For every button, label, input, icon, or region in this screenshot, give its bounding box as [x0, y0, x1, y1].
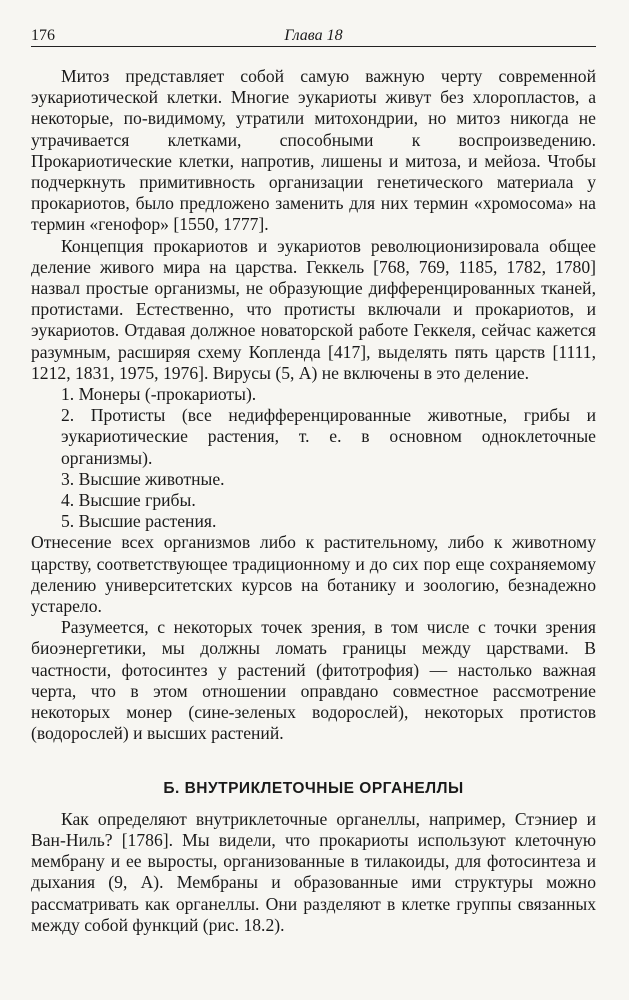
paragraph-organelles: Как определяют внутриклеточные органеллы, например, Стэниер и Ван-Ниль? [1786]. Мы видели, что прокариоты используют клеточную мембрану и ее выросты, организованные в тилакоиды, для фотосинтеза и дыхания (9, A). Мембраны и образованные ими структуры можно рассматривать как органеллы. Они разделяют в клетке группы связанных между собой функций (рис. 18.2). — [31, 808, 596, 935]
paragraph-mitosis: Митоз представляет собой самую важную черту современной эукариотической клетки. Многие эукариоты живут без хлоропластов, а некоторые, по-видимому, утратили митохондрии, но митоз никогда не утрачивается клетками, способными к воспроизведению. Прокариотические клетки, напротив, лишены и митоза, и мейоза. Чтобы подчеркнуть примитивность организации генетического материала у прокариотов, было предложено заменить для них термин «хромосома» на термин «генофор» [1550, 1777]. — [31, 66, 596, 235]
chapter-title: Глава 18 — [284, 27, 343, 44]
list-item: 5. Высшие растения. — [61, 511, 217, 532]
paragraph-classification: Отнесение всех организмов либо к растительному, либо к животному царству, соответствующее традиционному и до сих пор еще сохраняемому делению университетских курсов на ботанику и зоологию, безнадежно устарело. — [31, 532, 596, 617]
book-page — [31, 24, 596, 936]
paragraph-bioenergetics: Разумеется, с некоторых точек зрения, в том числе с точки зрения биоэнергетики, мы должны ломать границы между царствами. В частности, фотосинтез у растений (фитотрофия) — настолько важная черта, что в этом отношении оправдано совместное рассмотрение некоторых монер (сине-зеленых водорослей), некоторых протистов (водорослей) и высших растений. — [31, 617, 596, 744]
list-item: 2. Протисты (все недифференцированные животные, грибы и эукариотические растения, т. е. в основном одноклеточные организмы). — [61, 405, 596, 468]
list-item: 3. Высшие животные. — [61, 468, 225, 489]
running-header — [31, 24, 596, 47]
list-item: 1. Монеры (-прокариоты). — [61, 384, 257, 405]
body-text — [31, 66, 596, 936]
section-heading: Б. ВНУТРИКЛЕТОЧНЫЕ ОРГАНЕЛЛЫ — [163, 779, 464, 797]
paragraph-kingdoms: Концепция прокариотов и эукариотов революционизировала общее деление живого мира на царства. Геккель [768, 769, 1185, 1782, 1780] назвал простые организмы, не образующие дифференцированных тканей, протистами. Естественно, что протисты включали и прокариотов, и эукариотов. Отдавая должное новаторской работе Геккеля, сейчас кажется разумным, расширяя схему Копленда [417], выделять пять царств [1111, 1212, 1831, 1975, 1976]. Вирусы (5, A) не включены в это деление. — [31, 235, 596, 383]
list-item: 4. Высшие грибы. — [61, 490, 196, 511]
page-number: 176 — [31, 27, 55, 44]
